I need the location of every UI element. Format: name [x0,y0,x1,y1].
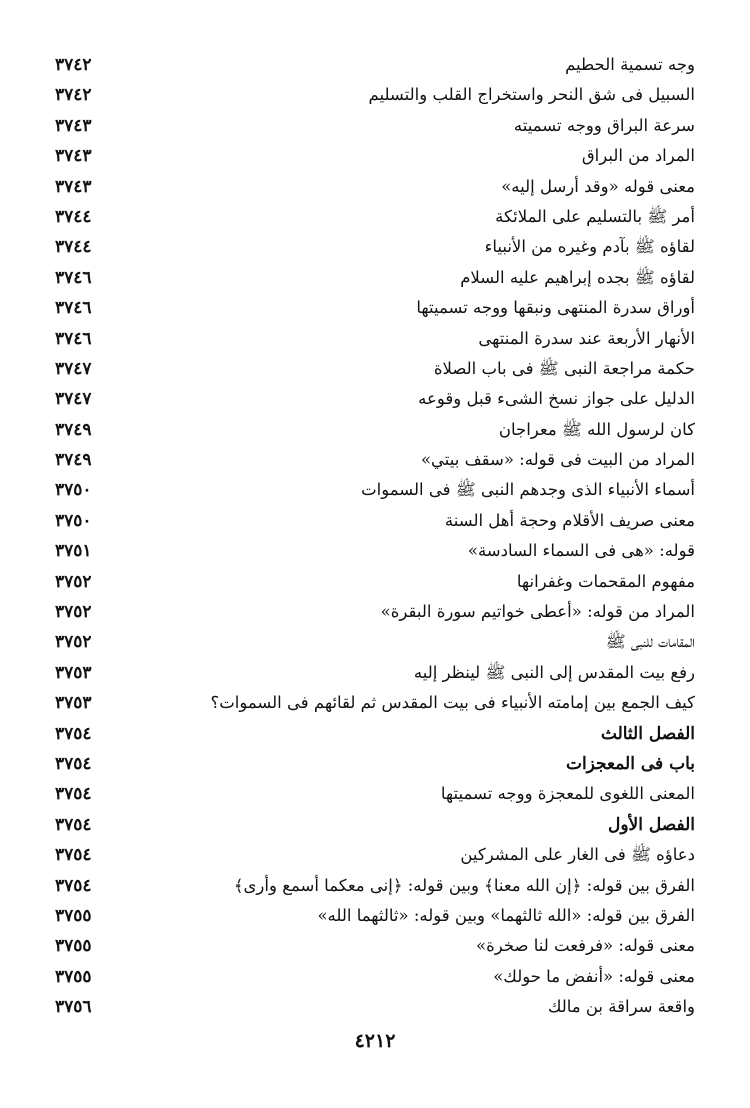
toc-entry-title: دعاؤه ﷺ فى الغار على المشركين [460,845,695,865]
toc-entry-page-number: ٣٧٥٦ [55,997,92,1018]
page-number: ٤٢١٢ [354,1030,396,1052]
toc-entry-page-number: ٣٧٤٤ [55,206,92,227]
toc-entry-page-number: ٣٧٥٥ [55,966,92,987]
toc-row [55,263,695,293]
toc-row [55,354,695,384]
toc-entry-title: الفرق بين قوله: «الله ثالثهما» وبين قوله: «ثالثهما الله» [317,905,695,925]
toc-entry-page-number: ٣٧٥٣ [55,693,92,714]
toc-entry-page-number: ٣٧٥٤ [55,814,92,835]
toc-entry-page-number: ٣٧٤٩ [55,419,92,440]
toc-entry-title: كيف الجمع بين إمامته الأنبياء فى بيت المقدس ثم لقائهم فى السموات؟ [210,693,695,713]
toc-entry-title: رفع بيت المقدس إلى النبى ﷺ لينظر إليه [413,662,695,682]
toc-entry-page-number: ٣٧٥٢ [55,632,92,653]
toc-entry-title: كان لرسول الله ﷺ معراجان [498,419,695,439]
toc-row [55,80,695,110]
toc-entry-page-number: ٣٧٥٥ [55,936,92,957]
toc-entry-title: المراد من البراق [581,146,695,166]
toc-row [55,111,695,141]
toc-row [55,779,695,809]
toc-entry-page-number: ٣٧٤٣ [55,115,92,136]
toc-entry-page-number: ٣٧٥٣ [55,662,92,683]
toc-row [55,384,695,414]
toc-entry-page-number: ٣٧٤٦ [55,267,92,288]
toc-row [55,658,695,688]
toc-entry-title: أوراق سدرة المنتهى ونبقها ووجه تسميتها [416,298,695,318]
section-heading: الفصل الأول [607,814,695,835]
toc-entry-page-number: ٣٧٥١ [55,541,92,562]
toc-row [55,141,695,171]
toc-entry-page-number: ٣٧٤٣ [55,146,92,167]
toc-entry-title: الدليل على جواز نسخ الشىء قبل وقوعه [418,389,695,409]
toc-entry-title: المراد من قوله: «أعطى خواتيم سورة البقرة» [380,602,695,622]
toc-entry-title: سرعة البراق ووجه تسميته [513,115,695,135]
toc-row [55,810,695,840]
toc-entry-title: أمر ﷺ بالتسليم على الملائكة [495,206,695,226]
toc-entry-title: معنى قوله: «فرفعت لنا صخرة» [475,936,695,956]
toc-entry-page-number: ٣٧٤٧ [55,389,92,410]
toc-entry-page-number: ٣٧٥٤ [55,753,92,774]
toc-entry-title: المعنى اللغوى للمعجزة ووجه تسميتها [440,784,695,804]
toc-row [55,688,695,718]
toc-row [55,597,695,627]
toc-row [55,871,695,901]
toc-entry-page-number: ٣٧٥٢ [55,571,92,592]
toc-entry-title: حكمة مراجعة النبى ﷺ فى باب الصلاة [433,358,695,378]
toc-entry-title: واقعة سراقة بن مالك [547,997,695,1017]
toc-row [55,293,695,323]
toc-row [55,445,695,475]
toc-row [55,324,695,354]
section-heading: الفصل الثالث [600,723,695,744]
section-heading: باب فى المعجزات [565,753,695,774]
toc-row [55,901,695,931]
toc-entry-page-number: ٣٧٤٣ [55,176,92,197]
toc-entry-title: معنى صريف الأقلام وحجة أهل السنة [444,510,695,530]
toc-entry-title: قوله: «هى فى السماء السادسة» [467,541,695,561]
toc-entry-page-number: ٣٧٥٤ [55,723,92,744]
toc-entry-page-number: ٣٧٥٤ [55,784,92,805]
toc-entry-page-number: ٣٧٥٤ [55,875,92,896]
toc-entry-title: الأنهار الأربعة عند سدرة المنتهى [478,328,695,348]
toc-entry-title: لقاؤه ﷺ بآدم وغيره من الأنبياء [484,237,695,257]
toc-row [55,202,695,232]
toc-entry-title: الفرق بين قوله: ﴿إن الله معنا﴾ وبين قوله: ﴿إنى معكما أسمع وأرى﴾ [233,875,695,895]
toc-row [55,475,695,505]
toc-entry-title: معنى قوله «وقد أرسل إليه» [501,176,695,196]
toc-row [55,506,695,536]
toc-row [55,719,695,749]
toc-entry-title: السبيل فى شق النحر واستخراج القلب والتسليم [368,85,695,105]
toc-entry-page-number: ٣٧٤٦ [55,298,92,319]
toc-entry-title: أسماء الأنبياء الذى وجدهم النبى ﷺ فى السموات [361,480,695,500]
toc-entry-page-number: ٣٧٤٧ [55,358,92,379]
toc-row [55,992,695,1022]
toc-row [55,50,695,80]
toc-row [55,567,695,597]
toc-entry-page-number: ٣٧٥٠ [55,480,92,501]
toc-entry-page-number: ٣٧٥٠ [55,510,92,531]
toc-entry-page-number: ٣٧٥٥ [55,905,92,926]
toc-row [55,536,695,566]
toc-entry-page-number: ٣٧٤٤ [55,237,92,258]
toc-entry-page-number: ٣٧٥٤ [55,845,92,866]
toc-entry-page-number: ٣٧٥٢ [55,602,92,623]
toc-entry-title: المقامات للنبى ﷺ [605,632,695,652]
toc-row [55,840,695,870]
toc-row [55,962,695,992]
toc-entry-title: المراد من البيت فى قوله: «سقف بيتي» [420,450,695,470]
toc-entry-page-number: ٣٧٤٢ [55,55,92,75]
toc-entry-title: لقاؤه ﷺ بجده إبراهيم عليه السلام [460,267,695,287]
toc-entry-page-number: ٣٧٤٩ [55,450,92,471]
toc-row [55,931,695,961]
toc-entry-title: مفهوم المقحمات وغفرانها [516,571,695,591]
toc-entry-page-number: ٣٧٤٦ [55,328,92,349]
toc-row [55,232,695,262]
toc-row [55,415,695,445]
toc-entry-title: معنى قوله: «أنفض ما حولك» [493,966,695,986]
toc-row [55,172,695,202]
toc-entry-page-number: ٣٧٤٢ [55,85,92,106]
toc-row [55,749,695,779]
toc-entry-title: وجه تسمية الحطيم [565,55,695,74]
toc-row [55,627,695,657]
table-of-contents [55,50,695,1023]
